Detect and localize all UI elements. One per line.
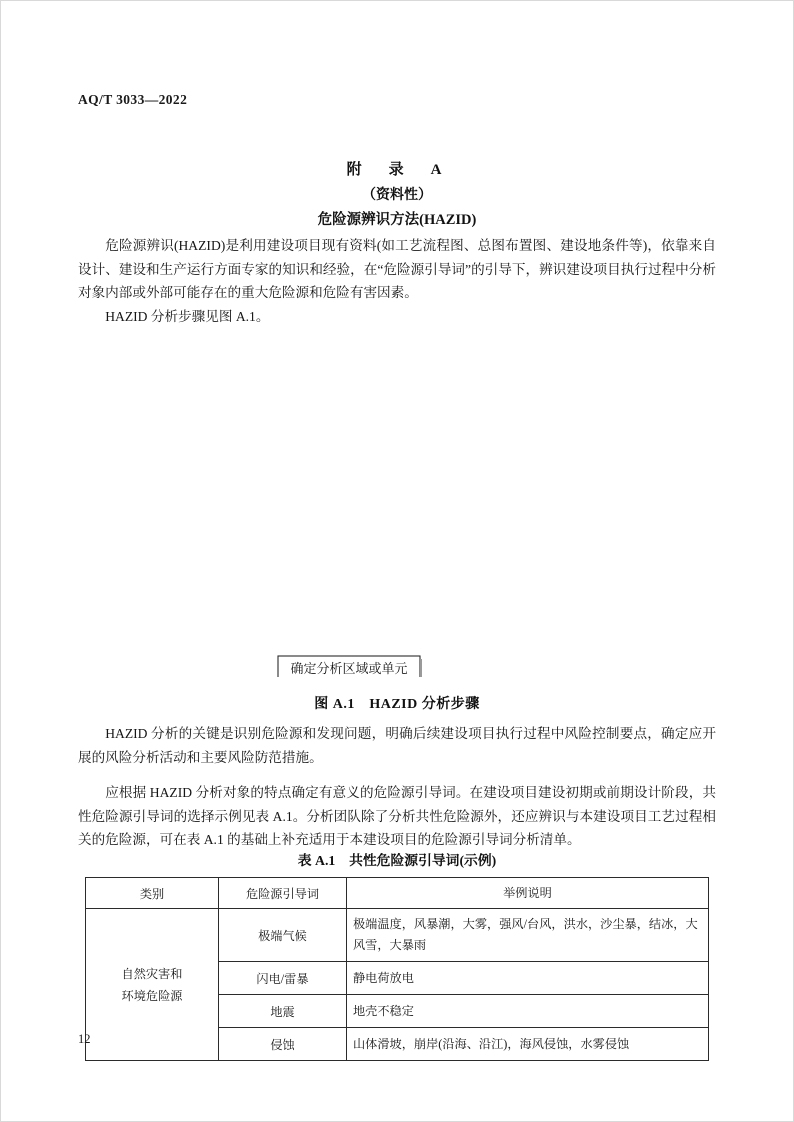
table-header-row (86, 878, 709, 909)
table-caption: 表 A.1 共性危险源引导词(示例) (297, 853, 497, 868)
annex-type: （资料性） (362, 188, 432, 203)
table-cell-description: 地壳不稳定 (347, 995, 709, 1028)
category-line-2: 环境危险源 (121, 988, 183, 1003)
table-header-category: 类别 (86, 878, 219, 909)
flow-node-n1: 确定分析区域或单元 (290, 660, 408, 676)
annex-label: 附 录 A (346, 162, 448, 178)
table-header-description: 举例说明 (347, 878, 709, 909)
table-header-guideword: 危险源引导词 (219, 878, 347, 909)
hazid-flowchart (0, 325, 794, 677)
common-hazard-guideword-table (85, 877, 709, 1061)
table-cell-description: 静电荷放电 (347, 962, 709, 995)
table-cell-category (86, 909, 219, 1061)
category-line-1: 自然灾害和 (121, 966, 183, 981)
paragraph-figure-reference: HAZID 分析步骤见图 A.1。 (105, 309, 270, 324)
running-header-standard-code: AQ/T 3033—2022 (78, 92, 188, 107)
table-row (86, 909, 709, 962)
table-cell-guideword: 闪电/雷暴 (219, 962, 347, 995)
table-cell-guideword: 侵蚀 (219, 1028, 347, 1061)
figure-caption: 图 A.1 HAZID 分析步骤 (314, 697, 480, 712)
table-cell-guideword: 极端气候 (219, 909, 347, 962)
paragraph-hazid-key-points: HAZID 分析的关键是识别危险源和发现问题，明确后续建设项目执行过程中风险控制要点，确定应开展的风险分析活动和主要风险防范措施。 (78, 726, 716, 765)
paragraph-hazid-definition: 危险源辨识(HAZID)是利用建设项目现有资料(如工艺流程图、总图布置图、建设地条件等)，依靠来自设计、建设和生产运行方面专家的知识和经验，在“危险源引导词”的引导下，辨识建设项目执行过程中分析对象内部或外部可能存在的重大危险源和危险有害因素。 (78, 238, 716, 300)
page-number: 12 (78, 1032, 91, 1046)
table-cell-description: 山体滑坡，崩岸(沿海、沿江)，海风侵蚀，水雾侵蚀 (347, 1028, 709, 1061)
table-cell-guideword: 地震 (219, 995, 347, 1028)
table-cell-description: 极端温度，风暴潮，大雾，强风/台风，洪水，沙尘暴，结冰，大风雪，大暴雨 (347, 909, 709, 962)
paragraph-guideword-selection: 应根据 HAZID 分析对象的特点确定有意义的危险源引导词。在建设项目建设初期或前期设计阶段，共性危险源引导词的选择示例见表 A.1。分析团队除了分析共性危险源外，还应辨识与本建设项目工艺过程相关的危险源，可在表 A.1 的基础上补充适用于本建设项目的危险源引导词分析清单。 (78, 785, 716, 847)
annex-title: 危险源辨识方法(HAZID) (317, 212, 477, 228)
